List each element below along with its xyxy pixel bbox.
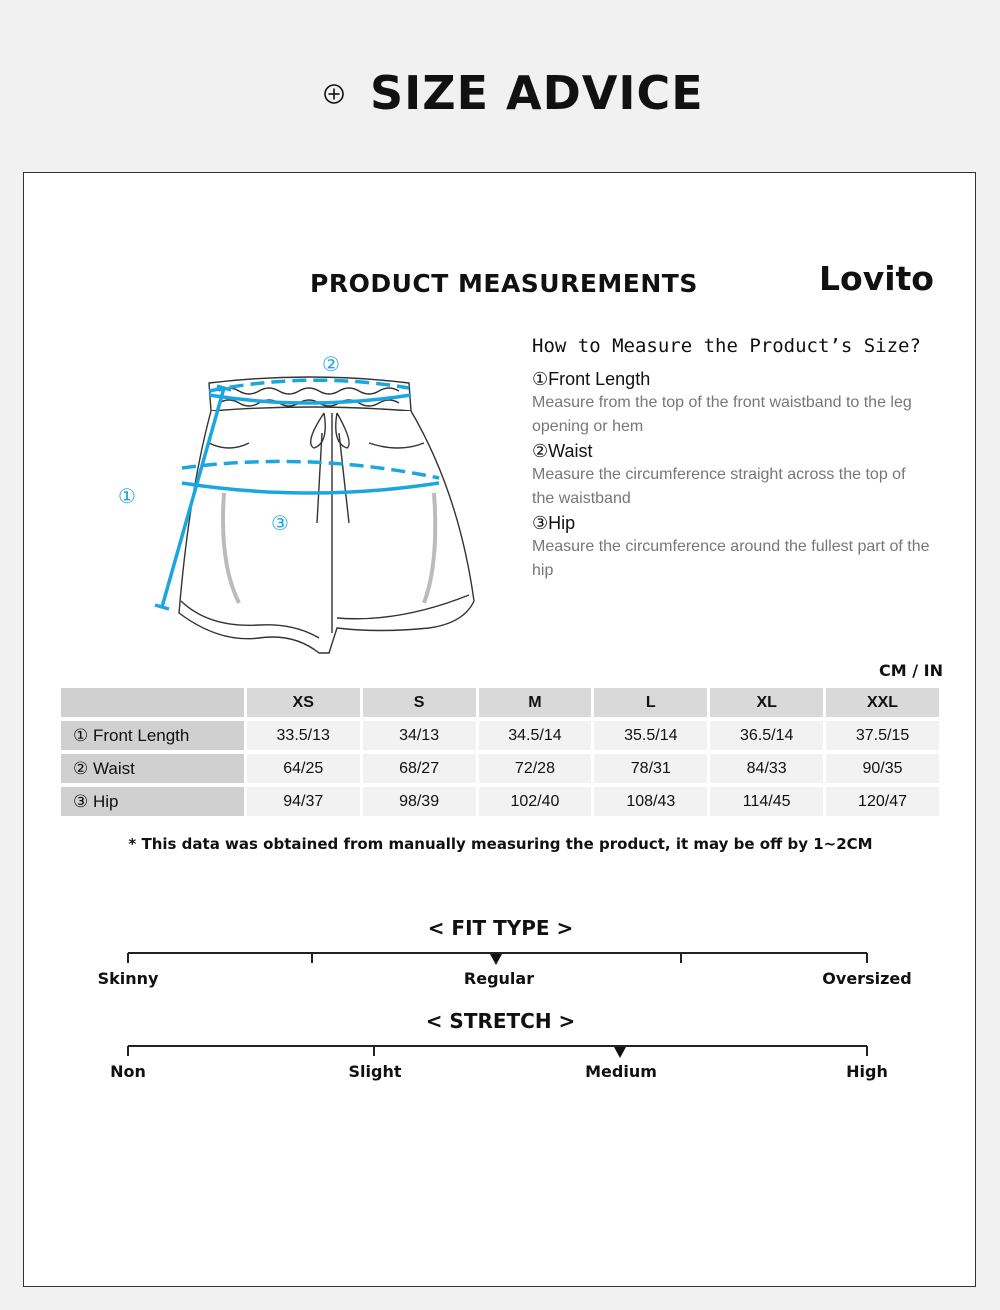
table-cell: 114/45 xyxy=(710,787,823,816)
table-cell: 108/43 xyxy=(594,787,707,816)
table-header-cell: XS xyxy=(247,688,360,717)
unit-label: CM / IN xyxy=(879,661,943,680)
table-cell: ① Front Length xyxy=(61,721,244,750)
stretch-label-high: High xyxy=(846,1062,888,1081)
stretch-label-slight: Slight xyxy=(348,1062,402,1081)
product-measurements-title: PRODUCT MEASUREMENTS xyxy=(310,269,698,298)
stretch-scale xyxy=(24,1006,977,1096)
table-cell: 84/33 xyxy=(710,754,823,783)
plus-circle-icon xyxy=(322,82,346,106)
table-cell: 37.5/15 xyxy=(826,721,939,750)
fit-label-oversized: Oversized xyxy=(822,969,912,988)
header xyxy=(0,0,1000,172)
table-row xyxy=(61,721,939,750)
table-cell: 68/27 xyxy=(363,754,476,783)
size-table xyxy=(61,688,939,820)
marker-front-length: ① xyxy=(118,484,136,508)
table-cell: 34.5/14 xyxy=(479,721,592,750)
fit-type-indicator xyxy=(490,954,502,965)
table-header-cell: M xyxy=(479,688,592,717)
table-header-cell: XL xyxy=(710,688,823,717)
howto-hip-desc: Measure the circumference around the fullest part of the hip xyxy=(532,538,930,579)
marker-waist: ② xyxy=(322,352,340,376)
table-header-cell: XXL xyxy=(826,688,939,717)
how-to-measure-title: How to Measure the Product’s Size? xyxy=(532,335,921,357)
table-cell: 78/31 xyxy=(594,754,707,783)
table-header-cell: L xyxy=(594,688,707,717)
table-cell: 120/47 xyxy=(826,787,939,816)
howto-waist-title: ②Waist xyxy=(532,441,593,461)
howto-front-length-desc: Measure from the top of the front waistband to the leg opening or hem xyxy=(532,394,912,435)
table-header-row xyxy=(61,688,939,717)
stretch-title: < STRETCH > xyxy=(425,1009,576,1033)
brand-logo: Lovito xyxy=(819,259,934,298)
table-header-cell xyxy=(61,688,244,717)
fit-label-skinny: Skinny xyxy=(97,969,159,988)
stretch-indicator xyxy=(614,1047,626,1058)
howto-waist-desc: Measure the circumference straight across the top of the waistband xyxy=(532,466,906,507)
table-cell: 90/35 xyxy=(826,754,939,783)
marker-hip: ③ xyxy=(271,511,289,535)
how-to-measure xyxy=(532,335,932,583)
shorts-diagram xyxy=(79,333,479,663)
stretch-label-non: Non xyxy=(110,1062,146,1081)
table-cell: 35.5/14 xyxy=(594,721,707,750)
stretch-track xyxy=(24,1041,977,1061)
table-row xyxy=(61,754,939,783)
table-cell: 72/28 xyxy=(479,754,592,783)
stretch-label-medium: Medium xyxy=(585,1062,657,1081)
measurement-note: * This data was obtained from manually measuring the product, it may be off by 1~2CM xyxy=(128,835,873,853)
fit-label-regular: Regular xyxy=(463,969,535,988)
fit-type-scale xyxy=(24,913,977,1003)
table-cell: 64/25 xyxy=(247,754,360,783)
table-cell: 34/13 xyxy=(363,721,476,750)
table-cell: 102/40 xyxy=(479,787,592,816)
table-cell: ② Waist xyxy=(61,754,244,783)
fit-type-title: < FIT TYPE > xyxy=(427,916,574,940)
size-card xyxy=(23,172,976,1287)
howto-front-length-title: ①Front Length xyxy=(532,369,651,389)
table-cell: 36.5/14 xyxy=(710,721,823,750)
howto-hip-title: ③Hip xyxy=(532,513,576,533)
page-title: SIZE ADVICE xyxy=(370,66,704,120)
table-cell: 94/37 xyxy=(247,787,360,816)
fit-type-track xyxy=(24,948,977,968)
table-row xyxy=(61,787,939,816)
table-header-cell: S xyxy=(363,688,476,717)
table-cell: 33.5/13 xyxy=(247,721,360,750)
table-cell: ③ Hip xyxy=(61,787,244,816)
table-cell: 98/39 xyxy=(363,787,476,816)
